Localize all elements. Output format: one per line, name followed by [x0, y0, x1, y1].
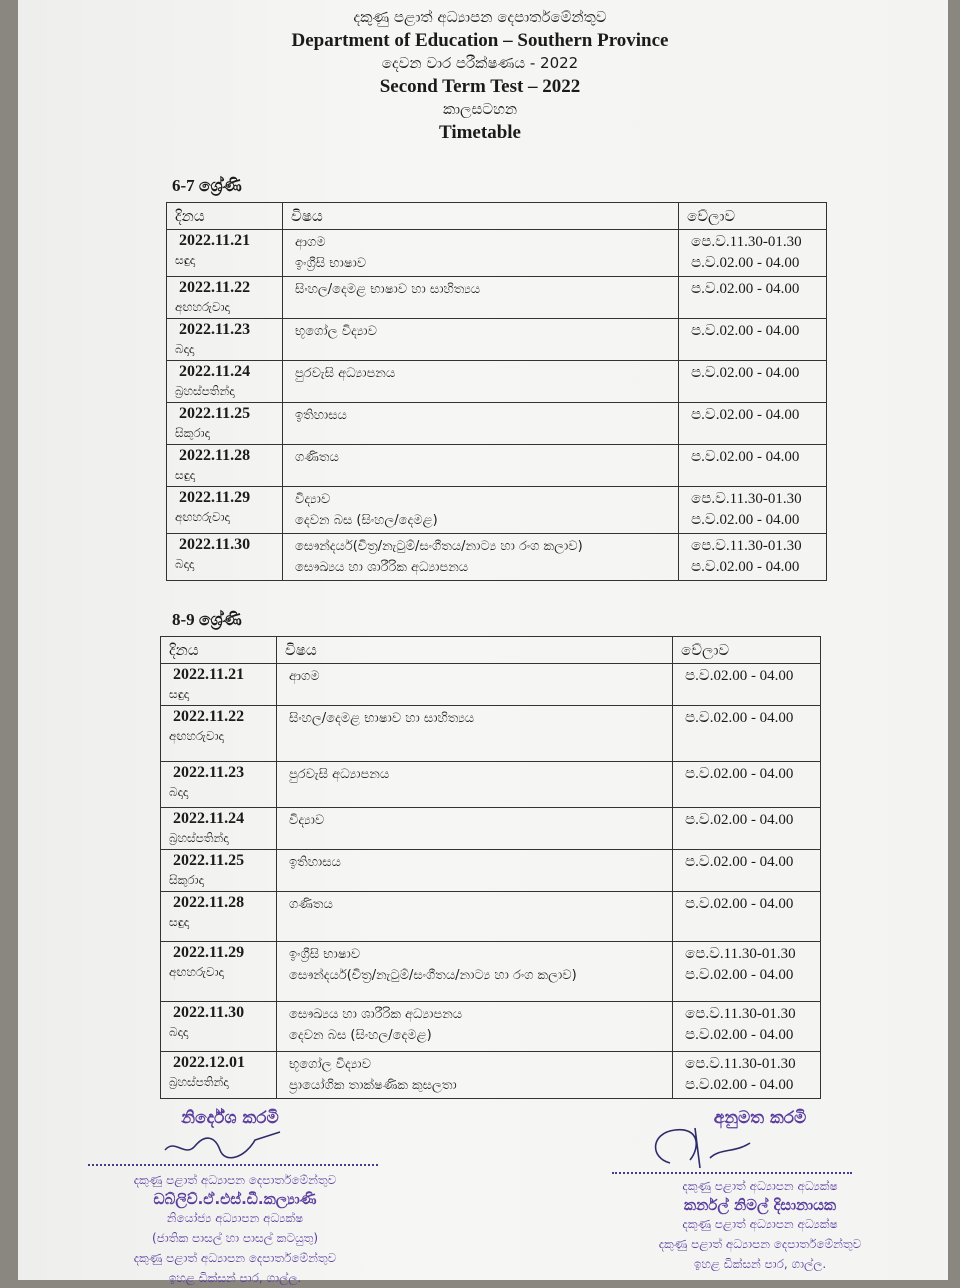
- table-row: [167, 361, 827, 403]
- table-row: [167, 534, 827, 581]
- subject-name: ගණිතය: [289, 897, 333, 912]
- subject-name: සෞන්දර්ය(චිත්‍ර/නැටුම්/සංගීතය/නාට්‍ය හා රංග කලාව): [289, 968, 577, 983]
- time-cell: [679, 445, 827, 487]
- subject-name: ප්‍රායෝගික තාක්ෂණික කුසලතා: [289, 1078, 457, 1093]
- column-header-subject: විෂය: [283, 203, 679, 230]
- subject-cell: [277, 762, 673, 808]
- exam-day: සඳුදා: [169, 915, 190, 929]
- time-cell: [679, 361, 827, 403]
- exam-date: 2022.11.28: [179, 447, 251, 464]
- subject-name: පුරවැසි අධ්‍යාපනය: [289, 767, 390, 782]
- subject-cell: [277, 850, 673, 892]
- exam-day: අඟහරුවාදා: [169, 965, 224, 979]
- exam-day: බදාදා: [175, 342, 195, 356]
- exam-date: 2022.11.28: [173, 894, 245, 911]
- exam-date: 2022.11.24: [173, 810, 245, 827]
- table-row: [161, 892, 821, 942]
- exam-date: 2022.11.29: [179, 489, 251, 506]
- date-cell: [167, 319, 283, 361]
- signatory-name-left: ඩබ්ලිව්.ඒ.එස්.ඩී.කල්‍යාණි: [153, 1190, 317, 1208]
- subject-name: ආගම: [295, 235, 326, 250]
- signatory-dept-right: දකුණු පළාත් අධ්‍යාපන දෙපාර්තමේන්තුව: [658, 1237, 862, 1251]
- signatory-unit-left: (ජාතික පාසල් හා පාසල් කටයුතු): [151, 1231, 319, 1245]
- date-cell: [161, 1052, 277, 1099]
- table-row: [167, 403, 827, 445]
- table-row: [167, 487, 827, 534]
- subject-cell: [277, 808, 673, 850]
- subject-cell: [283, 534, 679, 581]
- date-cell: [161, 892, 277, 942]
- subject-name: ඉතිහාසය: [295, 408, 347, 423]
- table-row: [161, 706, 821, 762]
- exam-time: ප.ව.02.00 - 04.00: [685, 1077, 794, 1093]
- exam-date: 2022.11.22: [173, 708, 245, 725]
- handwritten-signature-left: [160, 1128, 300, 1164]
- subject-name: සිංහල/දෙමළ භාෂාව හා සාහිත්‍යය: [295, 282, 481, 297]
- table-row: [161, 1002, 821, 1052]
- timetable-grade-6-7: [166, 202, 827, 581]
- time-cell: [679, 230, 827, 277]
- exam-time: ප.ව.02.00 - 04.00: [691, 255, 800, 271]
- table-row: [167, 230, 827, 277]
- time-cell: [673, 808, 821, 850]
- subject-cell: [277, 1002, 673, 1052]
- exam-day: බදාදා: [169, 1025, 189, 1039]
- subject-cell: [277, 1052, 673, 1099]
- exam-time: ප.ව.02.00 - 04.00: [685, 854, 794, 870]
- time-cell: [673, 664, 821, 706]
- subject-name: සෞන්දර්ය(චිත්‍ර/නැටුම්/සංගීතය/නාට්‍ය හා රංග කලාව): [295, 539, 583, 554]
- timetable-grade-8-9: [160, 636, 821, 1099]
- subject-name: විද්‍යාව: [289, 813, 325, 828]
- subject-name: පුරවැසි අධ්‍යාපනය: [295, 366, 396, 381]
- exam-day: සඳුදා: [175, 253, 196, 267]
- subject-cell: [283, 445, 679, 487]
- exam-date: 2022.11.24: [179, 363, 251, 380]
- exam-time: ප.ව.02.00 - 04.00: [685, 1027, 794, 1043]
- signatory-role-right: දකුණු පළාත් අධ්‍යාපන අධ්‍යක්ෂ: [682, 1217, 838, 1231]
- date-cell: [161, 1002, 277, 1052]
- exam-time: පෙ.ව.11.30-01.30: [691, 234, 802, 250]
- signature-details-left: [80, 1170, 390, 1288]
- table-row: [161, 664, 821, 706]
- signatory-address-left: ඉහළ ඩික්සන් පාර, ගාල්ල.: [168, 1271, 302, 1285]
- exam-day: බ්‍රහස්පතින්දා: [169, 1075, 229, 1089]
- exam-day: සඳුදා: [175, 468, 196, 482]
- stamp-line-right: දකුණු පළාත් අධ්‍යාපන අධ්‍යක්ෂ: [682, 1179, 838, 1193]
- time-cell: [673, 942, 821, 1002]
- subject-cell: [283, 361, 679, 403]
- subject-name: ඉතිහාසය: [289, 855, 341, 870]
- table-row: [161, 808, 821, 850]
- section-title-grade-6-7: 6-7 ශ්‍රේණි: [172, 176, 242, 195]
- signatory-dept-left: දකුණු පළාත් අධ්‍යාපන දෙපාර්තමේන්තුව: [133, 1251, 337, 1265]
- subject-name: දෙවන බස (සිංහල/දෙමළ): [295, 513, 438, 528]
- time-cell: [673, 762, 821, 808]
- exam-time: ප.ව.02.00 - 04.00: [691, 407, 800, 423]
- exam-time: පෙ.ව.11.30-01.30: [691, 491, 802, 507]
- signature-line-right: [612, 1172, 852, 1174]
- section-title-grade-8-9: 8-9 ශ්‍රේණි: [172, 610, 242, 629]
- time-cell: [673, 850, 821, 892]
- exam-date: 2022.11.22: [179, 279, 251, 296]
- document-header: [0, 6, 960, 144]
- exam-time: ප.ව.02.00 - 04.00: [685, 668, 794, 684]
- date-cell: [167, 361, 283, 403]
- subject-name: සෞඛ්‍යය හා ශාරීරික අධ්‍යාපනය: [289, 1007, 463, 1022]
- time-cell: [673, 1002, 821, 1052]
- exam-time: පෙ.ව.11.30-01.30: [685, 946, 796, 962]
- date-cell: [161, 762, 277, 808]
- time-cell: [679, 534, 827, 581]
- table-row: [167, 319, 827, 361]
- signatory-name-right: කර්නල් නිමල් දිසානායක: [683, 1196, 837, 1214]
- signature-block-recommended: [80, 1108, 380, 1128]
- column-header-date: දිනය: [161, 637, 277, 664]
- date-cell: [167, 534, 283, 581]
- signature-details-right: [600, 1176, 920, 1274]
- exam-date: 2022.11.25: [179, 405, 251, 422]
- subject-name: භූගෝල විද්‍යාව: [295, 324, 377, 339]
- subject-cell: [283, 487, 679, 534]
- time-cell: [673, 892, 821, 942]
- subject-name: ඉංග්‍රීසි භාෂාව: [289, 947, 361, 962]
- exam-date: 2022.11.30: [179, 536, 251, 553]
- date-cell: [161, 808, 277, 850]
- date-cell: [167, 277, 283, 319]
- subject-name: ඉංග්‍රීසි භාෂාව: [295, 256, 367, 271]
- exam-day: බදාදා: [175, 557, 195, 571]
- exam-day: අඟහරුවාදා: [175, 300, 230, 314]
- exam-day: අඟහරුවාදා: [175, 510, 230, 524]
- date-cell: [167, 230, 283, 277]
- exam-day: අඟහරුවාදා: [169, 729, 224, 743]
- approved-title: අනුමත කරමි: [713, 1108, 807, 1128]
- exam-time: ප.ව.02.00 - 04.00: [685, 967, 794, 983]
- column-header-time: වේලාව: [673, 637, 821, 664]
- time-cell: [679, 277, 827, 319]
- exam-time: ප.ව.02.00 - 04.00: [691, 323, 800, 339]
- recommended-title: නිර්දේශ කරමි: [181, 1108, 279, 1128]
- column-header-time: වේලාව: [679, 203, 827, 230]
- exam-day: බ්‍රහස්පතින්දා: [175, 384, 235, 398]
- exam-time: පෙ.ව.11.30-01.30: [685, 1006, 796, 1022]
- test-sinhala: දෙවන වාර පරීක්ෂණය - 2022: [381, 54, 579, 72]
- subject-cell: [283, 319, 679, 361]
- date-cell: [161, 706, 277, 762]
- exam-time: ප.ව.02.00 - 04.00: [691, 449, 800, 465]
- exam-date: 2022.11.23: [179, 321, 251, 338]
- exam-time: ප.ව.02.00 - 04.00: [685, 812, 794, 828]
- date-cell: [161, 664, 277, 706]
- exam-time: ප.ව.02.00 - 04.00: [691, 365, 800, 381]
- test-english: Second Term Test – 2022: [379, 76, 581, 97]
- exam-time: ප.ව.02.00 - 04.00: [685, 766, 794, 782]
- time-cell: [679, 487, 827, 534]
- table-row: [161, 1052, 821, 1099]
- exam-day: සිකුරාදා: [169, 873, 204, 887]
- exam-time: පෙ.ව.11.30-01.30: [691, 538, 802, 554]
- exam-date: 2022.11.30: [173, 1004, 245, 1021]
- exam-time: පෙ.ව.11.30-01.30: [685, 1056, 796, 1072]
- subject-cell: [283, 230, 679, 277]
- date-cell: [161, 942, 277, 1002]
- dept-sinhala: දකුණු පළාත් අධ්‍යාපන දෙපාර්තමේන්තුව: [353, 8, 607, 26]
- date-cell: [167, 445, 283, 487]
- exam-date: 2022.11.29: [173, 944, 245, 961]
- subject-cell: [283, 403, 679, 445]
- subject-name: සෞඛ්‍යය හා ශාරීරික අධ්‍යාපනය: [295, 560, 469, 575]
- subject-cell: [277, 706, 673, 762]
- subject-name: ගණිතය: [295, 450, 339, 465]
- time-cell: [673, 1052, 821, 1099]
- time-cell: [679, 403, 827, 445]
- exam-time: ප.ව.02.00 - 04.00: [691, 281, 800, 297]
- exam-date: 2022.11.25: [173, 852, 245, 869]
- handwritten-signature-right: [640, 1118, 760, 1178]
- timetable-sinhala: කාලසටහන: [442, 100, 518, 118]
- subject-cell: [277, 664, 673, 706]
- exam-day: සඳුදා: [169, 687, 190, 701]
- dept-english: Department of Education – Southern Province: [291, 30, 669, 51]
- date-cell: [167, 403, 283, 445]
- exam-time: ප.ව.02.00 - 04.00: [691, 559, 800, 575]
- date-cell: [161, 850, 277, 892]
- exam-day: බ්‍රහස්පතින්දා: [169, 831, 229, 845]
- exam-time: ප.ව.02.00 - 04.00: [685, 896, 794, 912]
- subject-cell: [283, 277, 679, 319]
- date-cell: [167, 487, 283, 534]
- subject-name: සිංහල/දෙමළ භාෂාව හා සාහිත්‍යය: [289, 711, 475, 726]
- subject-cell: [277, 942, 673, 1002]
- subject-name: භූගෝල විද්‍යාව: [289, 1057, 371, 1072]
- table-row: [161, 762, 821, 808]
- exam-date: 2022.11.23: [173, 764, 245, 781]
- table-row: [167, 445, 827, 487]
- subject-name: ආගම: [289, 669, 320, 684]
- subject-cell: [277, 892, 673, 942]
- timetable-english: Timetable: [439, 122, 521, 143]
- subject-name: විද්‍යාව: [295, 492, 331, 507]
- table-row: [167, 277, 827, 319]
- signature-line-left: [88, 1164, 378, 1166]
- signatory-address-right: ඉහළ ඩික්සන් පාර, ගාල්ල.: [693, 1257, 827, 1271]
- exam-date: 2022.12.01: [173, 1054, 245, 1071]
- exam-date: 2022.11.21: [179, 232, 251, 249]
- exam-time: ප.ව.02.00 - 04.00: [685, 710, 794, 726]
- column-header-date: දිනය: [167, 203, 283, 230]
- table-row: [161, 942, 821, 1002]
- exam-date: 2022.11.21: [173, 666, 245, 683]
- time-cell: [679, 319, 827, 361]
- table-row: [161, 850, 821, 892]
- time-cell: [673, 706, 821, 762]
- exam-day: බදාදා: [169, 785, 189, 799]
- column-header-subject: විෂය: [277, 637, 673, 664]
- subject-name: දෙවන බස (සිංහල/දෙමළ): [289, 1028, 432, 1043]
- signatory-role-left: නියෝජ්‍ය අධ්‍යාපන අධ්‍යක්ෂ: [166, 1211, 304, 1225]
- exam-day: සිකුරාදා: [175, 426, 210, 440]
- stamp-line-left: දකුණු පළාත් අධ්‍යාපන දෙපාර්තමේන්තුව: [133, 1173, 337, 1187]
- exam-time: ප.ව.02.00 - 04.00: [691, 512, 800, 528]
